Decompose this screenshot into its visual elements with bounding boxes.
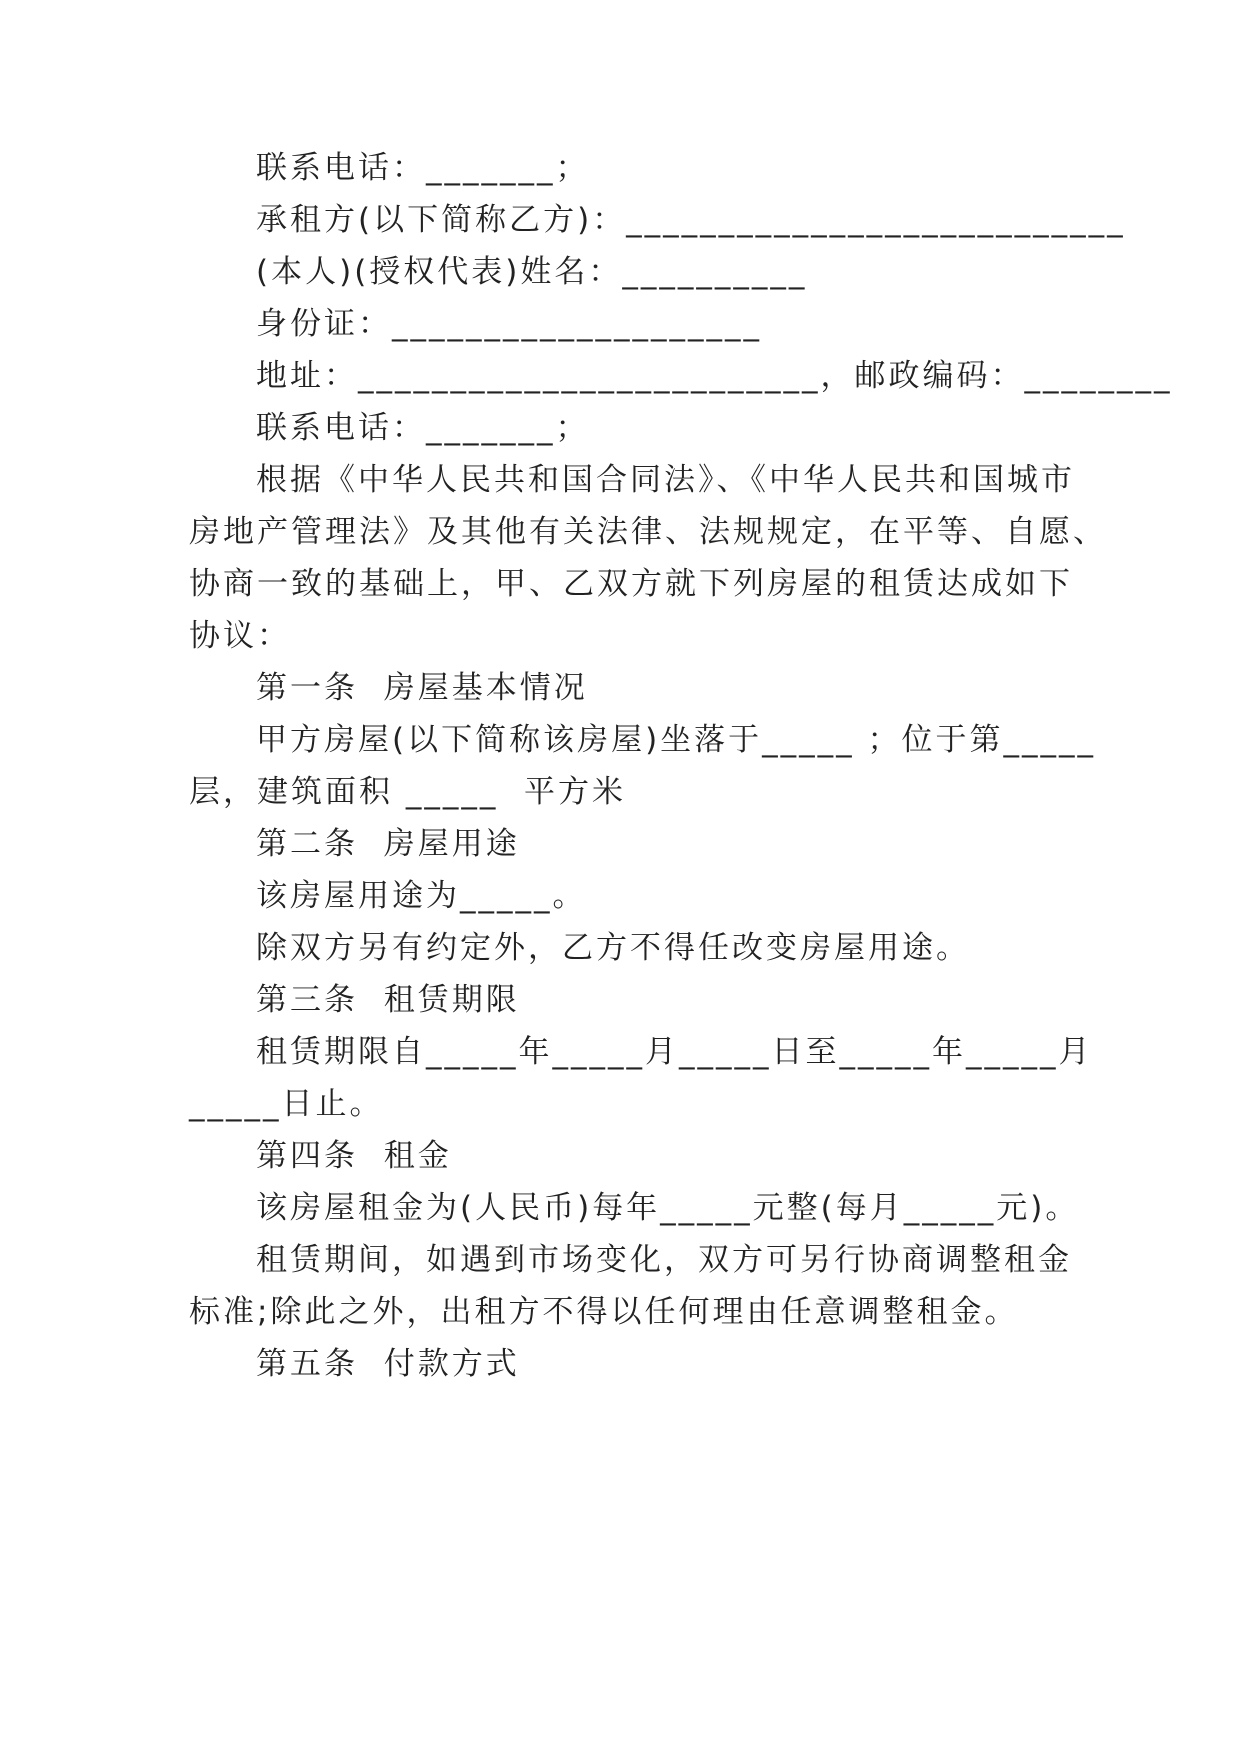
article-1-text-line-2: 层，建筑面积 _____ 平方米 (189, 774, 627, 810)
article-2-text-line-1: 该房屋用途为_____。 (256, 878, 587, 914)
preamble-line-1: 根据《中华人民共和国合同法》、《中华人民共和国城市 (256, 462, 1075, 498)
article-3-text-line-1: 租赁期限自_____年_____月_____日至_____年_____月 (256, 1034, 1093, 1070)
tenant-phone-line: 联系电话：_______； (256, 410, 590, 446)
article-1-text-line-1: 甲方房屋(以下简称该房屋)坐落于_____ ；位于第_____ (256, 722, 1097, 758)
article-4-text-line-1: 该房屋租金为(人民币)每年_____元整(每月_____元)。 (256, 1190, 1080, 1226)
tenant-address-line: 地址：_________________________，邮政编码：________ (256, 358, 1173, 394)
article-3-text-line-2: _____日止。 (189, 1086, 384, 1122)
preamble-line-4: 协议： (189, 618, 291, 654)
article-2-heading: 第二条 房屋用途 (256, 826, 520, 862)
tenant-name-line: (本人)(授权代表)姓名：__________ (256, 254, 808, 290)
article-4-text-line-2: 租赁期间，如遇到市场变化，双方可另行协商调整租金 (256, 1242, 1072, 1278)
article-2-text-line-2: 除双方另有约定外，乙方不得任改变房屋用途。 (256, 930, 970, 966)
party-a-phone-line: 联系电话：_______； (256, 150, 590, 186)
tenant-id-line: 身份证：____________________ (256, 306, 762, 342)
article-4-heading: 第四条 租金 (256, 1138, 452, 1174)
preamble-line-2: 房地产管理法》及其他有关法律、法规规定，在平等、自愿、 (189, 514, 1107, 550)
article-5-heading: 第五条 付款方式 (256, 1346, 520, 1382)
article-4-text-line-3: 标准;除此之外，出租方不得以任何理由任意调整租金。 (189, 1294, 1019, 1330)
article-1-heading: 第一条 房屋基本情况 (256, 670, 588, 706)
tenant-line: 承租方(以下简称乙方)：___________________________ (256, 202, 1126, 238)
article-3-heading: 第三条 租赁期限 (256, 982, 520, 1018)
preamble-line-3: 协商一致的基础上，甲、乙双方就下列房屋的租赁达成如下 (189, 566, 1073, 602)
